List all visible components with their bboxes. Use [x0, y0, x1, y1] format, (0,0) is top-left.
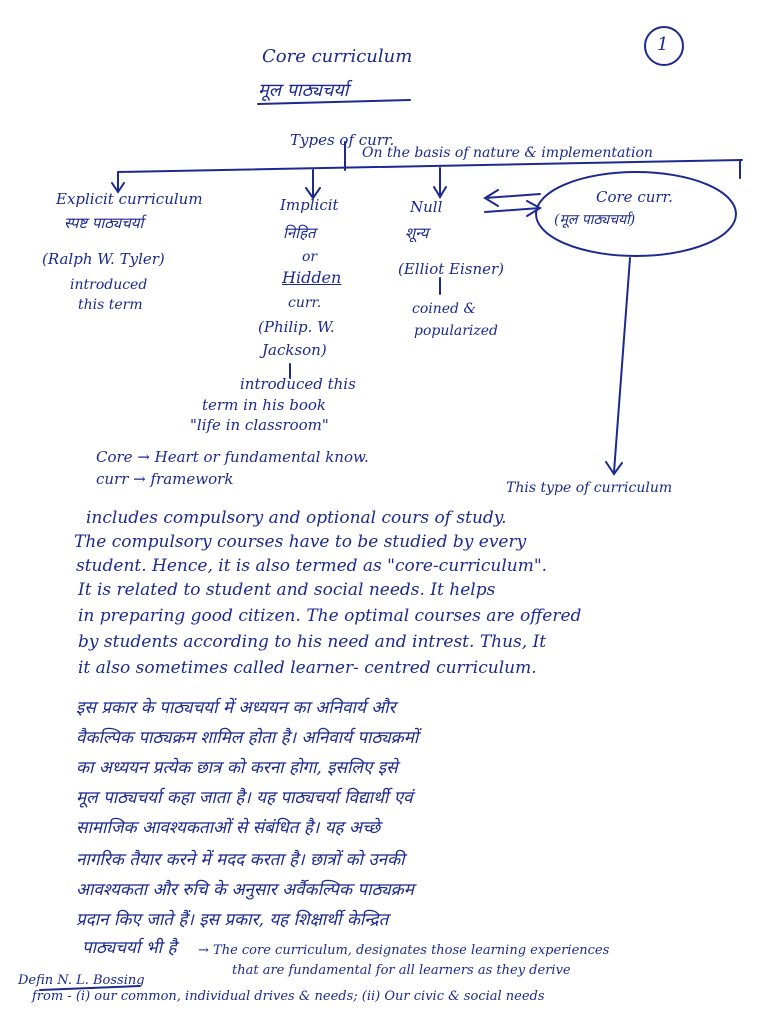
definition-line-3: from - (i) our common, individual drives & needs; (ii) Our civic & social needs: [32, 989, 545, 1004]
explicit-hindi: स्पष्ट पाठ्यचर्या: [64, 214, 144, 232]
explicit-label: Explicit curriculum: [56, 190, 203, 208]
english-para-line: It is related to student and social needs. It helps: [78, 580, 496, 600]
arrow-core-down: [606, 258, 630, 474]
hindi-para-line: वैकल्पिक पाठ्यक्रम शामिल होता है। अनिवार्य पाठ्यक्रमों: [76, 728, 419, 748]
title-hindi: मूल पाठ्यचर्या: [258, 80, 349, 101]
definition-line-2: that are fundamental for all learners as they derive: [232, 963, 571, 978]
null-note-1: coined &: [412, 301, 476, 317]
hindi-para-line: का अध्ययन प्रत्येक छात्र को करना होगा, इसलिए इसे: [76, 758, 398, 778]
core-hindi: (मूल पाठ्यचर्या): [554, 212, 636, 228]
hindi-para-line: मूल पाठ्यचर्या कहा जाता है। यह पाठ्यचर्या विद्यार्थी एवं: [76, 788, 413, 808]
implicit-author-2: Jackson): [262, 341, 327, 359]
implicit-author-1: (Philip. W.: [258, 318, 335, 336]
definition-line-1: → The core curriculum, designates those learning experiences: [198, 943, 610, 958]
english-para-line: in preparing good citizen. The optimal courses are offered: [78, 606, 582, 626]
hindi-para-line: इस प्रकार के पाठ्यचर्या में अध्ययन का अनिवार्य और: [76, 698, 396, 718]
hindi-para-line: सामाजिक आवश्यकताओं से संबंधित है। यह अच्छे: [76, 818, 381, 838]
null-hindi: शून्य: [405, 224, 429, 242]
implicit-note-2: term in his book: [202, 396, 326, 414]
english-para-line: it also sometimes called learner- centred curriculum.: [78, 658, 537, 678]
implicit-curr: curr.: [288, 295, 322, 311]
hindi-para-line: पाठ्यचर्या भी है: [82, 938, 177, 958]
arrow-explicit: [112, 172, 124, 192]
core-def-line-1: Core → Heart or fundamental know.: [96, 448, 369, 466]
null-author: (Elliot Eisner): [398, 260, 505, 278]
null-label: Null: [410, 198, 443, 216]
types-basis: On the basis of nature & implementation: [362, 145, 653, 161]
english-para-line: student. Hence, it is also termed as "core-curriculum".: [76, 556, 548, 576]
english-para-line: The compulsory courses have to be studied by every: [74, 532, 527, 552]
core-label: Core curr.: [596, 188, 673, 206]
english-para-line: by students according to his need and intrest. Thus, It: [78, 632, 547, 652]
explicit-author: (Ralph W. Tyler): [42, 250, 165, 268]
implicit-note-3: "life in classroom": [190, 416, 329, 434]
explicit-note-2: this term: [78, 297, 143, 313]
hindi-para-line: प्रदान किए जाते हैं। इस प्रकार, यह शिक्षार्थी केन्द्रित: [76, 910, 389, 930]
arrow-implicit: [306, 170, 320, 198]
explicit-note-1: introduced: [70, 277, 148, 293]
null-note-2: popularized: [414, 323, 498, 339]
english-para-line: includes compulsory and optional cours of study.: [86, 508, 507, 528]
implicit-label: Implicit: [280, 196, 339, 214]
implicit-note-1: introduced this: [240, 375, 356, 393]
definition-label: Defin N. L. Bossing: [18, 973, 145, 988]
implicit-hidden: Hidden: [282, 268, 342, 287]
hindi-para-line: नागरिक तैयार करने में मदद करता है। छात्रों को उनकी: [76, 850, 405, 870]
english-para-line: This type of curriculum: [506, 480, 673, 496]
arrow-null: [434, 168, 446, 197]
page-number: 1: [657, 34, 669, 55]
implicit-or: or: [302, 249, 318, 265]
branch-line: [118, 160, 742, 172]
hindi-para-line: आवश्यकता और रुचि के अनुसार अर्वैकल्पिक पाठ्यक्रम: [76, 880, 414, 900]
title-english: Core curriculum: [262, 46, 413, 67]
types-heading: Types of curr.: [290, 131, 395, 149]
implicit-hindi: निहित: [283, 224, 316, 242]
core-def-line-2: curr → framework: [96, 470, 234, 488]
